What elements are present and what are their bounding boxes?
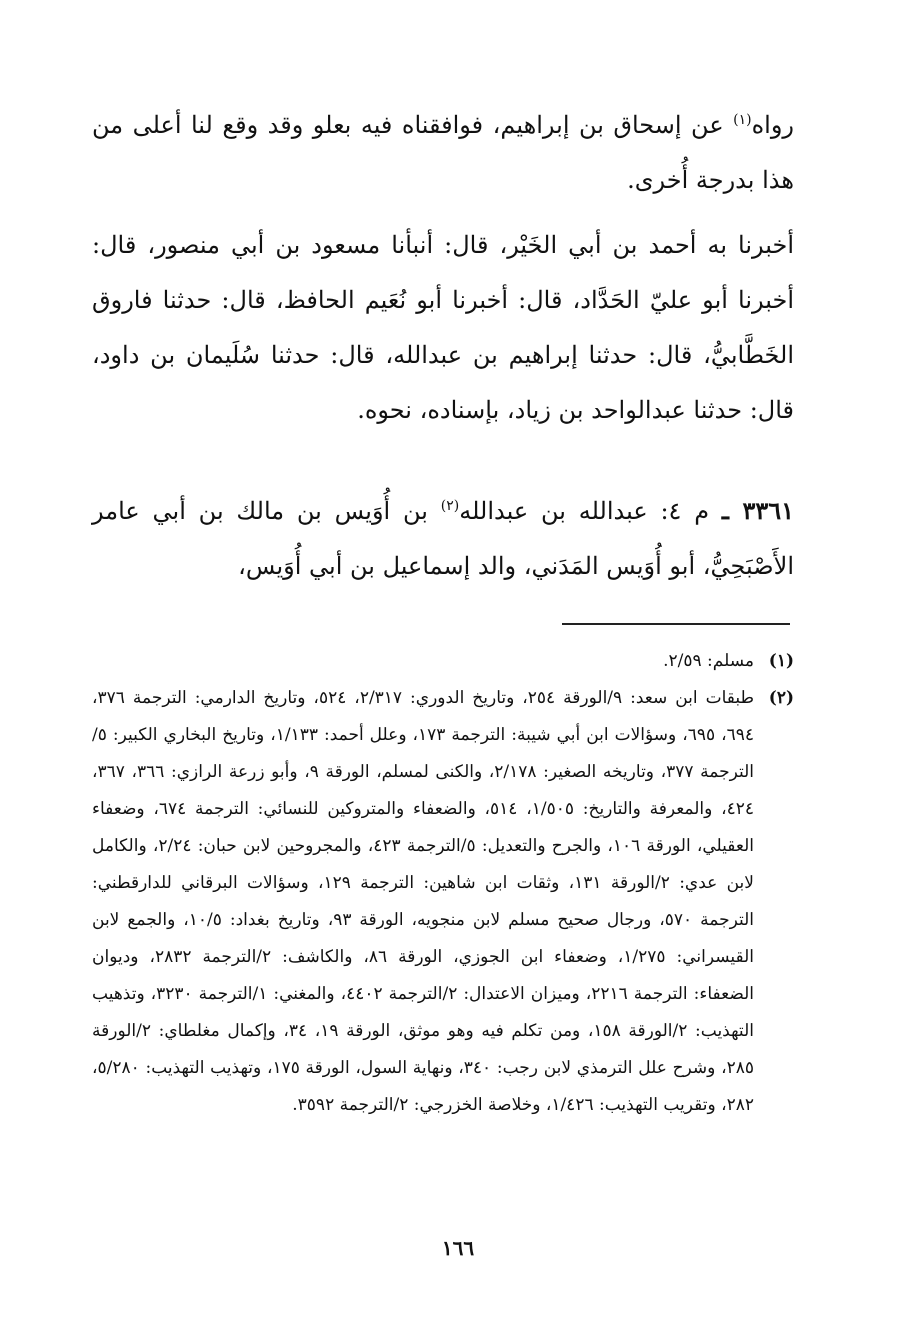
- entry-number: ٣٣٦١ ـ: [721, 496, 795, 525]
- paragraph-1-text-end: عن إسحاق بن إبراهيم، فوافقناه فيه بعلو وقد وقع لنا أعلى من هذا بدرجة أُخرى.: [92, 111, 794, 194]
- paragraph-3-text-end: بن أُوَيس بن مالك بن أبي عامر الأَصْبَحِيُّ، أبو أُوَيس المَدَني، والد إسماعيل بن أبي أُوَيس،: [92, 497, 794, 580]
- paragraph-3-text-start: م ٤: عبدالله بن عبدالله: [459, 497, 722, 525]
- footnote-2-text: طبقات ابن سعد: ٩/الورقة ٢٥٤، وتاريخ الدوري: ٢/٣١٧، ٥٢٤، وتاريخ الدارمي: الترجمة ٣٧٦، ٦٩٤، ٦٩٥، وسؤالات ابن أبي شيبة: الترجمة ١٧٣، وعلل أحمد: ١/١٣٣، وتاريخ البخاري الكبير: ٥/الترجمة ٣٧٧، وتاريخه الصغير: ٢/١٧٨، والكنى لمسلم، الورقة ٩، وأبو زرعة الرازي: ٣٦٦، ٣٦٧، ٤٢٤، والمعرفة والتاريخ: ١/٥٠٥، ٥١٤، والضعفاء والمتروكين للنسائي: الترجمة ٦٧٤، وضعفاء العقيلي، الورقة ١٠٦، والجرح والتعديل: ٥/الترجمة ٤٢٣، والمجروحين لابن حبان: ٢/٢٤، والكامل لابن عدي: ٢/الورقة ١٣١، وثقات ابن شاهين: الترجمة ١٢٩، وسؤالات البرقاني للدارقطني: الترجمة ٥٧٠، ورجال صحيح مسلم لابن منجويه، الورقة ٩٣، وتاريخ بغداد: ١٠/٥، والجمع لابن القيسراني: ١/٢٧٥، وضعفاء ابن الجوزي، الورقة ٨٦، والكاشف: ٢/الترجمة ٢٨٣٢، وديوان الضعفاء: الترجمة ٢٢١٦، وميزان الاعتدال: ٢/الترجمة ٤٤٠٢، والمغني: ١/الترجمة ٣٢٣٠، وتذهيب التهذيب: ٢/الورقة ١٥٨، ومن تكلم فيه وهو موثق، الورقة ١٩، ٣٤، وإكمال مغلطاي: ٢/الورقة ٢٨٥، وشرح علل الترمذي لابن رجب: ٣٤٠، ونهاية السول، الورقة ١٧٥، وتهذيب التهذيب: ٥/٢٨٠، ٢٨٢، وتقريب التهذيب: ١/٤٢٦، وخلاصة الخزرجي: ٢/الترجمة ٣٥٩٢.: [92, 688, 755, 1115]
- paragraph-2: [92, 218, 794, 438]
- paragraph-3-entry: [92, 483, 794, 594]
- footnote-2-number: (٢): [768, 688, 794, 708]
- paragraph-2-text: أخبرنا به أحمد بن أبي الخَيْر، قال: أنبأنا مسعود بن أبي منصور، قال: أخبرنا أبو عليّ الحَدَّاد، قال: أخبرنا أبو نُعَيم الحافظ، قال: حدثنا فاروق الخَطَّابيُّ، قال: حدثنا إبراهيم بن عبدالله، قال: حدثنا سُلَيمان بن داود، قال: حدثنا عبدالواحد بن زياد، بإسناده، نحوه.: [92, 231, 794, 424]
- footnote-1-text: مسلم: ٢/٥٩.: [663, 651, 754, 671]
- page-number: ١٦٦: [441, 1236, 475, 1260]
- footnotes: [92, 643, 794, 1124]
- footnote-marker-2: (٢): [440, 498, 460, 514]
- footnote-marker-1: (١): [733, 112, 752, 128]
- paragraph-1-text-start: رواه: [751, 111, 794, 139]
- footnote-2: [92, 680, 794, 1124]
- footnote-divider: [562, 623, 790, 625]
- paragraph-1: [92, 98, 794, 208]
- footnote-1-number: (١): [768, 651, 794, 671]
- footnote-1: [92, 643, 794, 680]
